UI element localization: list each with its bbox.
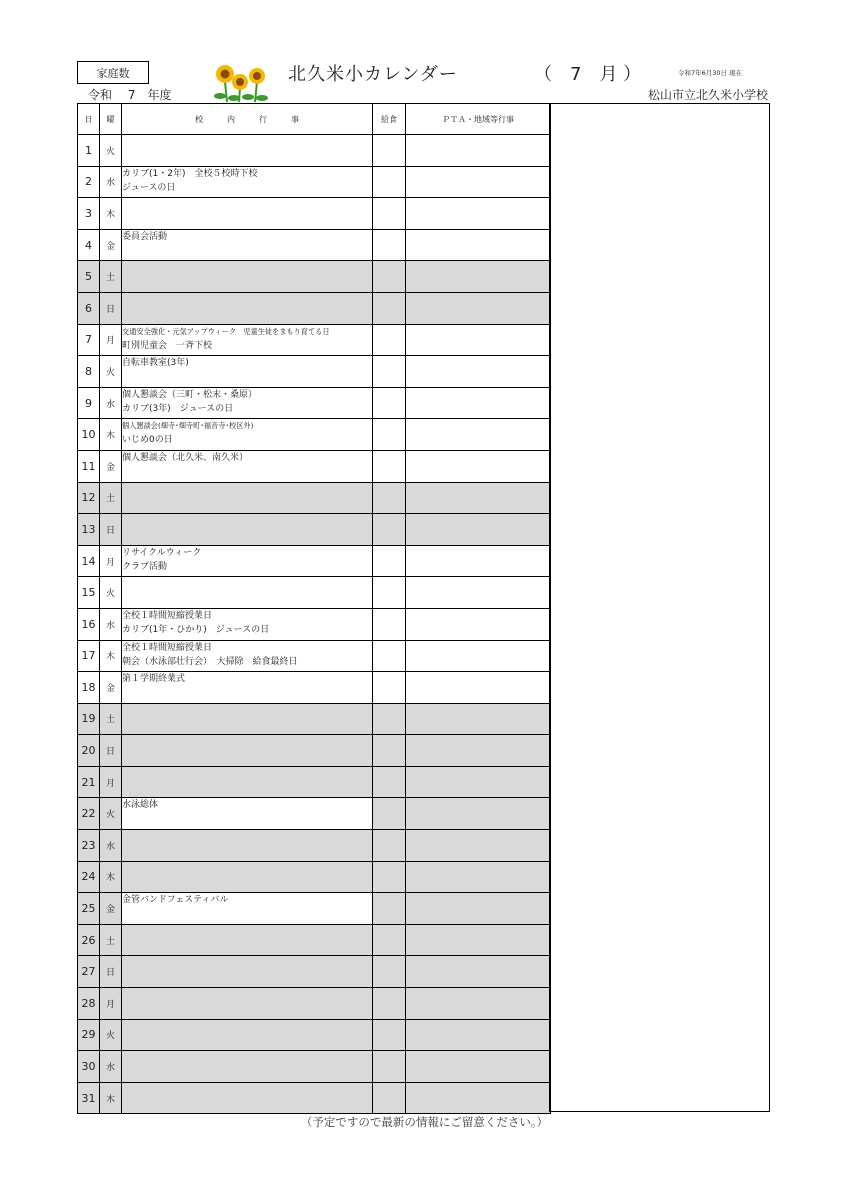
- pta-event-cell: [406, 545, 551, 577]
- event-line: ジュースの日: [122, 182, 176, 193]
- school-event-cell: [122, 514, 373, 546]
- pta-event-cell: [406, 387, 551, 419]
- table-row: [78, 545, 551, 577]
- day-number: 1: [78, 135, 100, 167]
- school-event-cell: [122, 735, 373, 767]
- school-event-cell: [122, 988, 373, 1020]
- event-line: 水泳総体: [122, 800, 159, 811]
- table-row: [78, 356, 551, 388]
- event-line: カリブ(1・2年) 全校５校時下校: [122, 168, 258, 179]
- table-row: [78, 640, 551, 672]
- event-line: リサイクルウィーク: [122, 547, 202, 558]
- pta-event-cell: [406, 956, 551, 988]
- event-line: 個人懇談会(畑寺･畑寺町･福音寺･校区外): [122, 421, 254, 431]
- pta-event-cell: [406, 419, 551, 451]
- pta-event-cell: [406, 229, 551, 261]
- school-event-cell: [122, 1082, 373, 1114]
- day-number: 6: [78, 292, 100, 324]
- fiscal-year-label: 令和 7 年度: [88, 88, 172, 102]
- school-event-cell: [122, 356, 373, 388]
- table-row-holiday: [78, 956, 551, 988]
- weekday: 水: [100, 1051, 122, 1083]
- table-row: [78, 608, 551, 640]
- pta-event-cell: [406, 324, 551, 356]
- school-event-cell: [122, 450, 373, 482]
- table-row-holiday: [78, 766, 551, 798]
- event-line: 全校１時間短縮授業日: [122, 610, 213, 621]
- school-event-cell: [122, 672, 373, 704]
- weekday: 水: [100, 387, 122, 419]
- day-number: 20: [78, 735, 100, 767]
- day-number: 11: [78, 450, 100, 482]
- column-header-pta: ＰＴＡ・地域等行事: [406, 104, 551, 135]
- day-number: 27: [78, 956, 100, 988]
- weekday: 金: [100, 450, 122, 482]
- lunch-cell: [373, 766, 406, 798]
- school-event-cell: [122, 1019, 373, 1051]
- weekday: 土: [100, 924, 122, 956]
- table-row: [78, 135, 551, 167]
- table-row-holiday: [78, 861, 551, 893]
- school-event-cell: [122, 545, 373, 577]
- school-event-cell: [122, 608, 373, 640]
- day-number: 4: [78, 229, 100, 261]
- school-event-cell: [122, 766, 373, 798]
- day-number: 18: [78, 672, 100, 704]
- table-row-holiday: [78, 703, 551, 735]
- weekday: 土: [100, 703, 122, 735]
- lunch-cell: [373, 956, 406, 988]
- lunch-cell: [373, 608, 406, 640]
- table-row-holiday: [78, 514, 551, 546]
- column-header-lunch: 給食: [373, 104, 406, 135]
- table-row-holiday: [78, 830, 551, 862]
- lunch-cell: [373, 356, 406, 388]
- day-number: 24: [78, 861, 100, 893]
- pta-event-cell: [406, 514, 551, 546]
- weekday: 金: [100, 893, 122, 925]
- school-event-cell: [122, 703, 373, 735]
- pta-event-cell: [406, 577, 551, 609]
- pta-event-cell: [406, 166, 551, 198]
- event-line: 第１学期終業式: [122, 674, 186, 685]
- weekday: 月: [100, 324, 122, 356]
- lunch-cell: [373, 545, 406, 577]
- lunch-cell: [373, 672, 406, 704]
- table-header-row: [78, 104, 551, 135]
- lunch-cell: [373, 229, 406, 261]
- household-count-stamp: 家庭数: [77, 61, 149, 84]
- event-line: カリブ(1年・ひかり) ジュースの日: [122, 624, 270, 635]
- table-row: [78, 229, 551, 261]
- table-row: [78, 324, 551, 356]
- weekday: 火: [100, 135, 122, 167]
- weekday: 水: [100, 166, 122, 198]
- pta-event-cell: [406, 640, 551, 672]
- day-number: 15: [78, 577, 100, 609]
- weekday: 火: [100, 1019, 122, 1051]
- lunch-cell: [373, 387, 406, 419]
- day-number: 17: [78, 640, 100, 672]
- pta-event-cell: [406, 924, 551, 956]
- school-event-cell: [122, 324, 373, 356]
- pta-event-cell: [406, 988, 551, 1020]
- lunch-cell: [373, 798, 406, 830]
- event-line: 個人懇談会（三町・松末・桑原）: [122, 389, 258, 400]
- event-line: いじめ0の日: [122, 435, 173, 446]
- weekday: 木: [100, 198, 122, 230]
- lunch-cell: [373, 861, 406, 893]
- weekday: 土: [100, 482, 122, 514]
- lunch-cell: [373, 135, 406, 167]
- table-row: [78, 672, 551, 704]
- pta-event-cell: [406, 450, 551, 482]
- weekday: 月: [100, 988, 122, 1020]
- weekday: 土: [100, 261, 122, 293]
- calendar-table: [77, 103, 551, 1114]
- lunch-cell: [373, 166, 406, 198]
- day-number: 14: [78, 545, 100, 577]
- day-number: 13: [78, 514, 100, 546]
- event-line: 自転車教室(3年): [122, 358, 189, 369]
- table-row-holiday: [78, 261, 551, 293]
- event-line: 町別児童会 一斉下校: [122, 340, 213, 351]
- school-name: 松山市立北久米小学校: [647, 88, 768, 102]
- lunch-cell: [373, 988, 406, 1020]
- pta-event-cell: [406, 1019, 551, 1051]
- school-event-cell: [122, 135, 373, 167]
- table-row-vacation: [78, 798, 551, 830]
- weekday: 木: [100, 419, 122, 451]
- as-of-date: 令和7年6月30日 現在: [678, 69, 743, 77]
- school-event-cell: [122, 482, 373, 514]
- column-header-weekday: 曜: [100, 104, 122, 135]
- lunch-cell: [373, 324, 406, 356]
- table-row: [78, 450, 551, 482]
- weekday: 木: [100, 861, 122, 893]
- pta-event-cell: [406, 261, 551, 293]
- weekday: 水: [100, 830, 122, 862]
- school-event-cell: [122, 861, 373, 893]
- weekday: 日: [100, 735, 122, 767]
- school-event-cell: [122, 229, 373, 261]
- school-event-cell: [122, 893, 373, 925]
- day-number: 23: [78, 830, 100, 862]
- table-row-holiday: [78, 482, 551, 514]
- weekday: 月: [100, 766, 122, 798]
- sunflower-icon: [214, 65, 268, 102]
- lunch-cell: [373, 292, 406, 324]
- table-row-vacation: [78, 893, 551, 925]
- pta-event-cell: [406, 608, 551, 640]
- weekday: 火: [100, 356, 122, 388]
- school-event-cell: [122, 198, 373, 230]
- school-event-cell: [122, 577, 373, 609]
- day-number: 22: [78, 798, 100, 830]
- lunch-cell: [373, 640, 406, 672]
- table-row-holiday: [78, 1019, 551, 1051]
- footer-note: （予定ですので最新の情報にご留意ください。）: [300, 1115, 549, 1129]
- lunch-cell: [373, 419, 406, 451]
- pta-event-cell: [406, 861, 551, 893]
- pta-event-cell: [406, 135, 551, 167]
- school-event-cell: [122, 956, 373, 988]
- lunch-cell: [373, 1019, 406, 1051]
- lunch-cell: [373, 1051, 406, 1083]
- table-row: [78, 577, 551, 609]
- school-event-cell: [122, 798, 373, 830]
- event-line: 個人懇談会（北久米、南久米）: [122, 452, 249, 463]
- day-number: 31: [78, 1082, 100, 1114]
- pta-event-cell: [406, 766, 551, 798]
- day-number: 19: [78, 703, 100, 735]
- event-line: 交通安全強化・元気アップウィーク 児童生徒をまもり育てる日: [122, 326, 330, 336]
- day-number: 3: [78, 198, 100, 230]
- lunch-cell: [373, 703, 406, 735]
- pta-event-cell: [406, 830, 551, 862]
- weekday: 日: [100, 514, 122, 546]
- lunch-cell: [373, 261, 406, 293]
- table-row-holiday: [78, 292, 551, 324]
- weekday: 日: [100, 956, 122, 988]
- weekday: 金: [100, 229, 122, 261]
- school-event-cell: [122, 419, 373, 451]
- school-event-cell: [122, 292, 373, 324]
- notes-panel: [549, 103, 770, 1112]
- lunch-cell: [373, 924, 406, 956]
- weekday: 火: [100, 577, 122, 609]
- day-number: 16: [78, 608, 100, 640]
- day-number: 29: [78, 1019, 100, 1051]
- column-header-school-events: 校 内 行 事: [122, 104, 373, 135]
- school-event-cell: [122, 830, 373, 862]
- pta-event-cell: [406, 735, 551, 767]
- day-number: 25: [78, 893, 100, 925]
- day-number: 9: [78, 387, 100, 419]
- day-number: 8: [78, 356, 100, 388]
- lunch-cell: [373, 735, 406, 767]
- weekday: 火: [100, 798, 122, 830]
- event-line: カリブ(3年) ジュースの日: [122, 403, 234, 414]
- weekday: 木: [100, 1082, 122, 1114]
- day-number: 21: [78, 766, 100, 798]
- sunflower-illustration: [210, 62, 270, 104]
- event-line: クラブ活動: [122, 561, 168, 572]
- event-line: 朝会（水泳部壮行会） 大掃除 給食最終日: [122, 656, 298, 667]
- weekday: 水: [100, 608, 122, 640]
- day-number: 12: [78, 482, 100, 514]
- pta-event-cell: [406, 1051, 551, 1083]
- lunch-cell: [373, 893, 406, 925]
- weekday: 日: [100, 292, 122, 324]
- pta-event-cell: [406, 292, 551, 324]
- table-row: [78, 419, 551, 451]
- lunch-cell: [373, 1082, 406, 1114]
- lunch-cell: [373, 830, 406, 862]
- pta-event-cell: [406, 198, 551, 230]
- lunch-cell: [373, 198, 406, 230]
- lunch-cell: [373, 514, 406, 546]
- table-row-holiday: [78, 988, 551, 1020]
- table-row-holiday: [78, 1082, 551, 1114]
- lunch-cell: [373, 482, 406, 514]
- pta-event-cell: [406, 893, 551, 925]
- lunch-cell: [373, 577, 406, 609]
- table-row-holiday: [78, 924, 551, 956]
- day-number: 28: [78, 988, 100, 1020]
- day-number: 7: [78, 324, 100, 356]
- weekday: 月: [100, 545, 122, 577]
- pta-event-cell: [406, 482, 551, 514]
- event-line: 委員会活動: [122, 231, 168, 242]
- school-event-cell: [122, 924, 373, 956]
- day-number: 26: [78, 924, 100, 956]
- pta-event-cell: [406, 703, 551, 735]
- pta-event-cell: [406, 356, 551, 388]
- month-label: （ 7 月 ）: [534, 64, 642, 85]
- event-line: 金管バンドフェスティバル: [122, 895, 229, 906]
- school-event-cell: [122, 640, 373, 672]
- school-event-cell: [122, 166, 373, 198]
- school-event-cell: [122, 1051, 373, 1083]
- table-row: [78, 166, 551, 198]
- table-row: [78, 387, 551, 419]
- table-row-holiday: [78, 735, 551, 767]
- school-event-cell: [122, 387, 373, 419]
- day-number: 10: [78, 419, 100, 451]
- column-header-day: 日: [78, 104, 100, 135]
- table-row-holiday: [78, 1051, 551, 1083]
- day-number: 2: [78, 166, 100, 198]
- pta-event-cell: [406, 798, 551, 830]
- table-row: [78, 198, 551, 230]
- weekday: 木: [100, 640, 122, 672]
- lunch-cell: [373, 450, 406, 482]
- page-title: 北久米小カレンダー: [288, 64, 458, 85]
- school-event-cell: [122, 261, 373, 293]
- event-line: 全校１時間短縮授業日: [122, 642, 213, 653]
- day-number: 5: [78, 261, 100, 293]
- weekday: 金: [100, 672, 122, 704]
- pta-event-cell: [406, 1082, 551, 1114]
- pta-event-cell: [406, 672, 551, 704]
- day-number: 30: [78, 1051, 100, 1083]
